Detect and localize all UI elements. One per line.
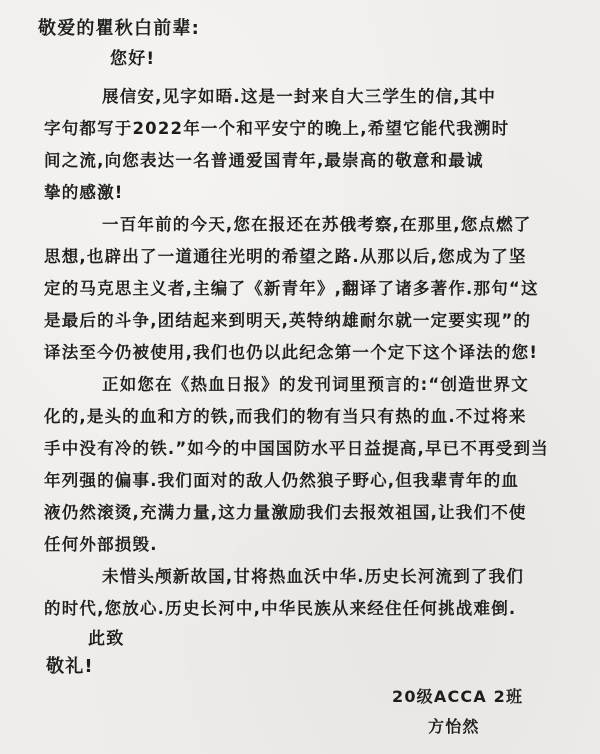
paragraph-1-line-3: 间之流,向您表达一名普通爱国青年,最崇高的敬意和最诚	[44, 151, 484, 170]
paragraph-4-line-1: 未惜头颅新故国,甘将热血沃中华.历史长河流到了我们	[102, 567, 525, 586]
paragraph-1-line-1: 展信安,见字如晤.这是一封来自大三学生的信,其中	[102, 87, 497, 106]
paragraph-2-line-4: 是最后的斗争,团结起来到明天,英特纳雄耐尔就一定要实现”的	[44, 311, 532, 330]
paragraph-3-line-2: 化的,是头的血和方的铁,而我们的物有当只有热的血.不过将来	[44, 407, 527, 426]
paragraph-2-line-1: 一百年前的今天,您在报还在苏俄考察,在那里,您点燃了	[102, 215, 532, 234]
paragraph-3-line-1: 正如您在《热血日报》的发刊词里预言的:“创造世界文	[102, 375, 529, 394]
paragraph-2-line-3: 定的马克思主义者,主编了《新青年》,翻译了诸多著作.那句“这	[44, 279, 539, 298]
letter-greeting: 敬爱的瞿秋白前辈:	[38, 18, 200, 39]
paragraph-3-line-3: 手中没有冷的铁.”如今的中国国防水平日益提高,早已不再受到当	[44, 439, 549, 458]
paragraph-3-line-4: 年列强的偏事.我们面对的敌人仍然狼子野心,但我辈青年的血	[44, 471, 520, 490]
signature-class: 20级ACCA 2班	[392, 687, 524, 706]
letter-closing-1: 此致	[88, 629, 125, 649]
letter-salutation: 您好!	[110, 49, 156, 69]
paragraph-2-line-2: 思想,也辟出了一道通往光明的希望之路.从那以后,您成为了坚	[44, 247, 527, 266]
paragraph-1-line-2: 字句都写于2022年一个和平安宁的晚上,希望它能代我溯时	[44, 119, 510, 138]
paragraph-2-line-5: 译法至今仍被使用,我们也仍以此纪念第一个定下这个译法的您!	[44, 343, 539, 362]
paragraph-3-line-5: 液仍然滚烫,充满力量,这力量激励我们去报效祖国,让我们不使	[44, 503, 527, 522]
paragraph-1-line-4: 挚的感激!	[44, 183, 124, 202]
paragraph-3-line-6: 任何外部损毁.	[44, 535, 158, 554]
signature-name: 方怡然	[428, 717, 480, 736]
paragraph-4-line-2: 的时代,您放心.历史长河中,中华民族从来经住任何挑战难倒.	[44, 599, 517, 618]
letter-closing-2: 敬礼!	[46, 656, 94, 677]
